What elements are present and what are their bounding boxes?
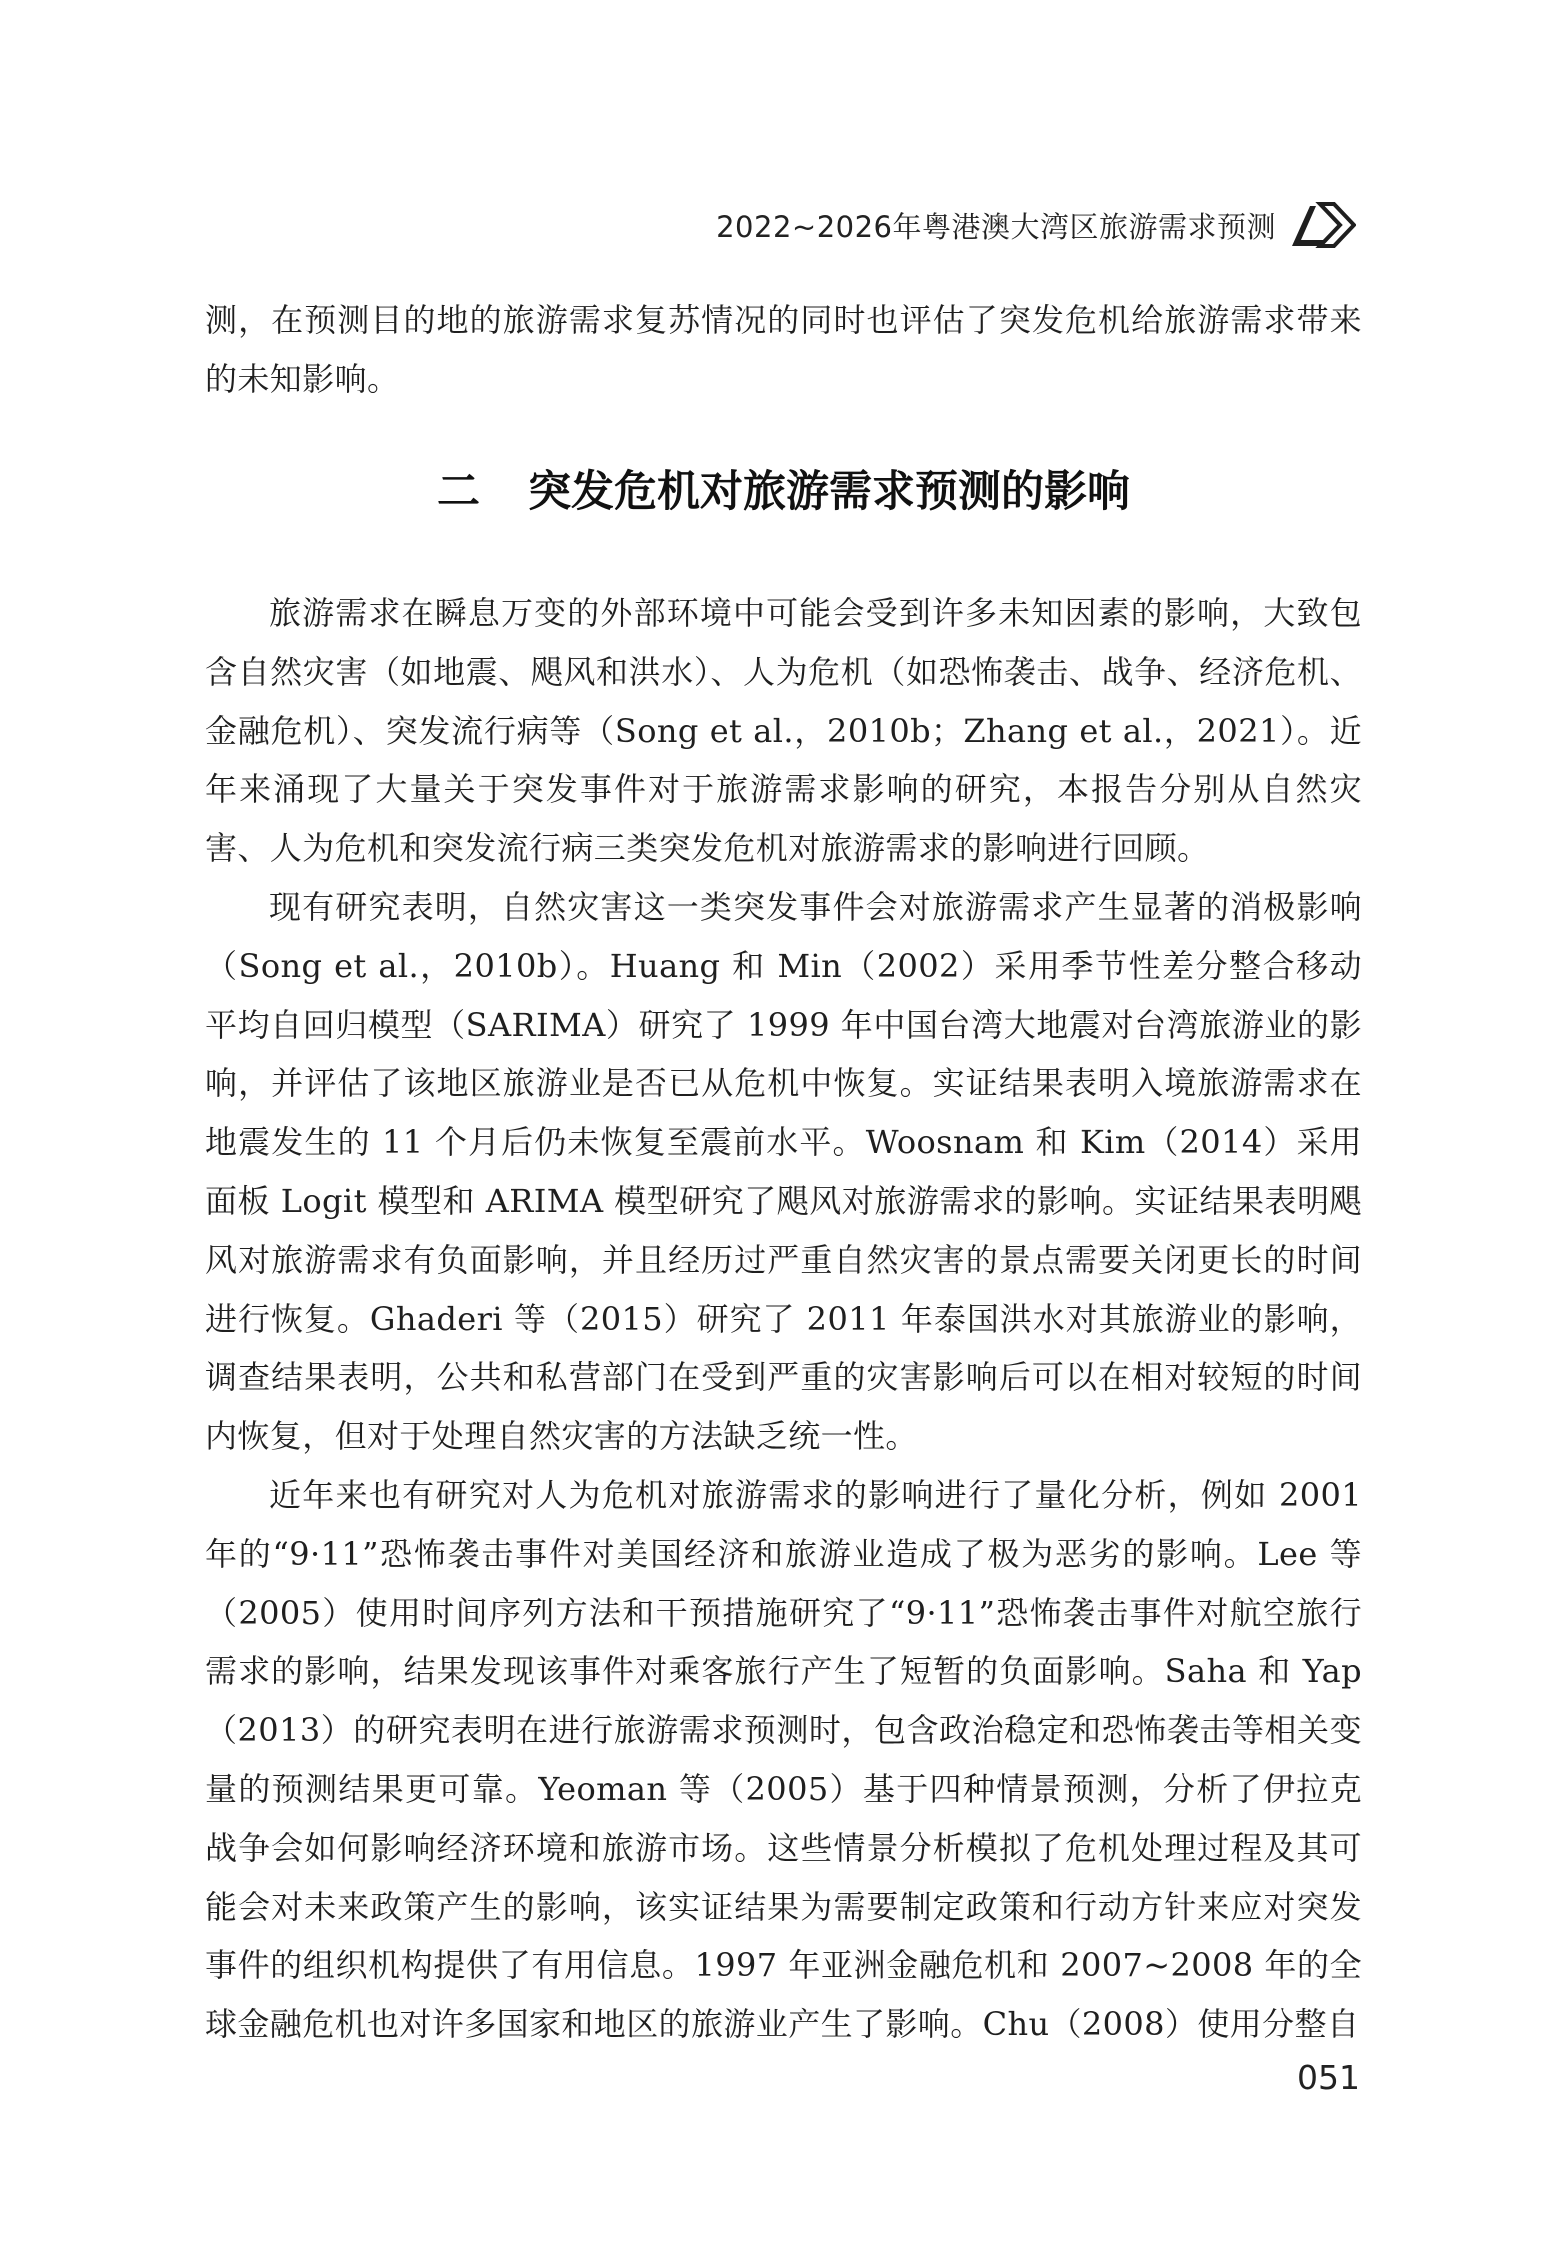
body-paragraphs <box>205 584 1362 2054</box>
paragraph: 旅游需求在瞬息万变的外部环境中可能会受到许多未知因素的影响，大致包含自然灾害（如地震、飓风和洪水）、人为危机（如恐怖袭击、战争、经济危机、金融危机）、突发流行病等（Song et al.，2010b；Zhang et al.，2021）。近年来涌现了大量关于突发事件对于旅游需求影响的研究，本报告分别从自然灾害、人为危机和突发流行病三类突发危机对旅游需求的影响进行回顾。 <box>205 594 1362 868</box>
chapter-arrow-icon <box>1288 200 1356 250</box>
lead-paragraph: 测，在预测目的地的旅游需求复苏情况的同时也评估了突发危机给旅游需求带来的未知影响。 <box>205 301 1362 398</box>
running-header-title: 2022~2026年粤港澳大湾区旅游需求预测 <box>716 209 1276 244</box>
section-number: 二 <box>437 467 480 517</box>
paragraph: 现有研究表明，自然灾害这一类突发事件会对旅游需求产生显著的消极影响（Song et al.，2010b）。Huang 和 Min（2002）采用季节性差分整合移动平均自回归模型（SARIMA）研究了 1999 年中国台湾大地震对台湾旅游业的影响，并评估了该地区旅游业是否已从危机中恢复。实证结果表明入境旅游需求在地震发生的 11 个月后仍未恢复至震前水平。Woosnam 和 Kim（2014）采用面板 Logit 模型和 ARIMA 模型研究了飓风对旅游需求的影响。实证结果表明飓风对旅游需求有负面影响，并且经历过严重自然灾害的景点需要关闭更长的时间进行恢复。Ghaderi 等（2015）研究了 2011 年泰国洪水对其旅游业的影响，调查结果表明，公共和私营部门在受到严重的灾害影响后可以在相对较短的时间内恢复，但对于处理自然灾害的方法缺乏统一性。 <box>205 887 1362 1456</box>
section-title: 突发危机对旅游需求预测的影响 <box>528 467 1130 517</box>
page-number: 051 <box>1297 2058 1360 2097</box>
paragraph: 近年来也有研究对人为危机对旅游需求的影响进行了量化分析，例如 2001 年的“9·11”恐怖袭击事件对美国经济和旅游业造成了极为恶劣的影响。Lee 等（2005）使用时间序列方法和干预措施研究了“9·11”恐怖袭击事件对航空旅行需求的影响，结果发现该事件对乘客旅行产生了短暂的负面影响。Saha 和 Yap（2013）的研究表明在进行旅游需求预测时，包含政治稳定和恐怖袭击等相关变量的预测结果更可靠。Yeoman 等（2005）基于四种情景预测，分析了伊拉克战争会如何影响经济环境和旅游市场。这些情景分析模拟了危机处理过程及其可能会对未来政策产生的影响，该实证结果为需要制定政策和行动方针来应对突发事件的组织机构提供了有用信息。1997 年亚洲金融危机和 2007~2008 年的全球金融危机也对许多国家和地区的旅游业产生了影响。Chu（2008）使用分整自 <box>205 1475 1362 2044</box>
section-heading <box>205 462 1362 522</box>
running-header <box>716 200 1356 250</box>
